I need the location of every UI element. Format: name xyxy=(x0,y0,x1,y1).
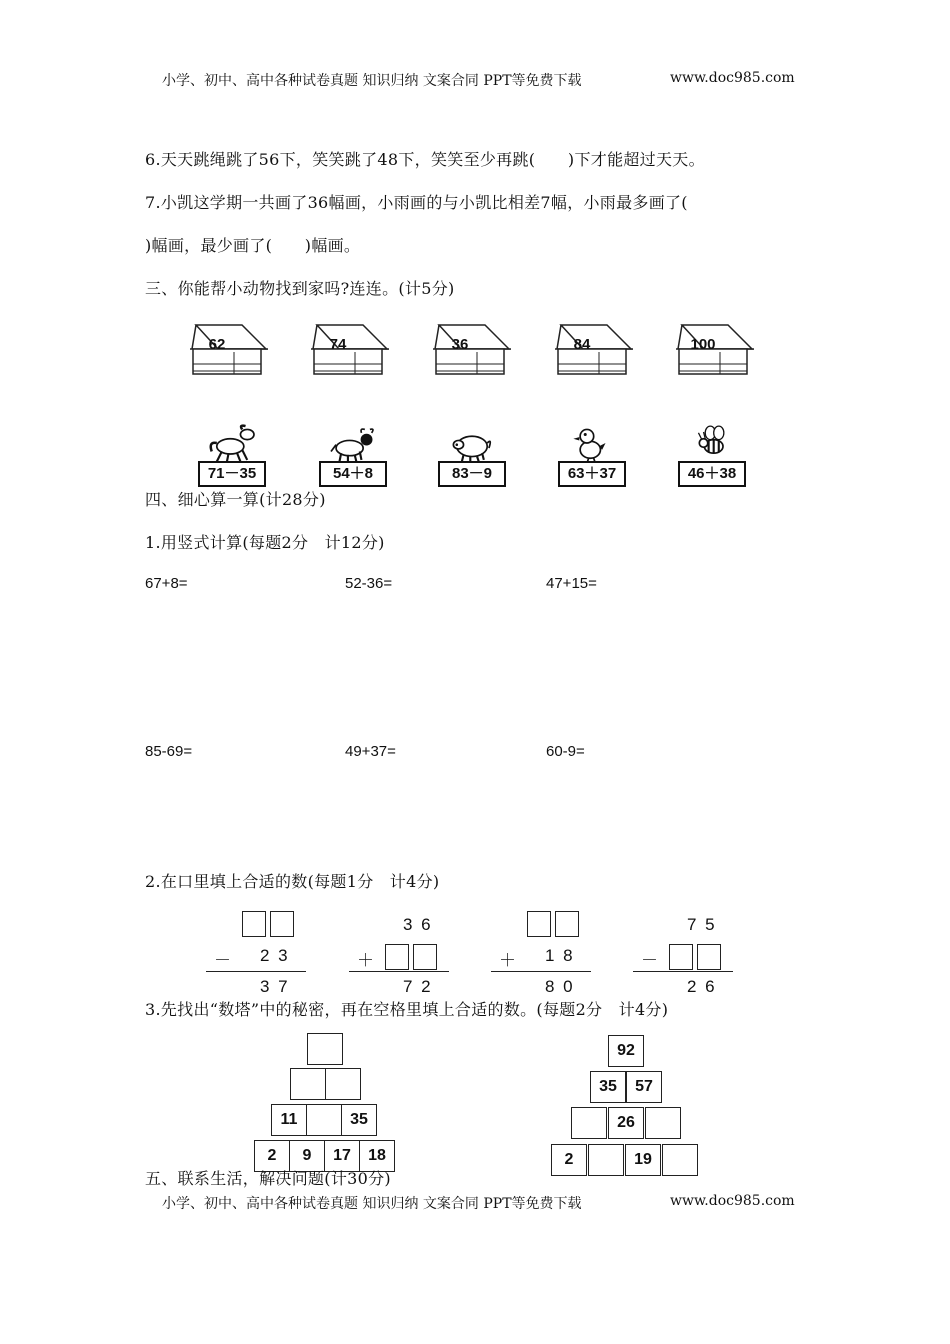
tower-cell[interactable] xyxy=(306,1104,342,1136)
page-header-url: www.doc985.com xyxy=(670,70,795,86)
animal-expression: 46＋38 xyxy=(678,461,746,487)
calc-problem: 49+37= xyxy=(345,743,396,760)
tower-cell[interactable] xyxy=(645,1107,681,1139)
house[interactable] xyxy=(190,322,270,386)
subsection-3-title: 3.先找出“数塔”中的秘密，再在空格里填上合适的数。(每题2分 计4分) xyxy=(145,997,668,1020)
tower-cell[interactable] xyxy=(307,1033,343,1065)
tower-cell[interactable]: 19 xyxy=(625,1144,661,1176)
question-7-line1: 7.小凯这学期一共画了36幅画，小雨画的与小凯比相差7幅，小雨最多画了( xyxy=(145,193,688,212)
section-4-title: 四、细心算一算(计28分) xyxy=(145,490,326,509)
calc-problem: 60-9= xyxy=(546,743,585,760)
page-header-text: 小学、初中、高中各种试卷真题 知识归纳 文案合同 PPT等免费下载 xyxy=(162,73,582,89)
house-number: 74 xyxy=(329,336,347,353)
result-number: 7 2 xyxy=(403,977,433,996)
tower-cell[interactable]: 35 xyxy=(590,1071,626,1103)
house[interactable] xyxy=(676,322,756,386)
tower-cell[interactable] xyxy=(571,1107,607,1139)
house-number: 100 xyxy=(690,336,716,353)
house-icon xyxy=(311,322,391,386)
result-number: 8 0 xyxy=(545,977,575,996)
question-7-line2: )幅画，最少画了( )幅画。 xyxy=(145,236,361,255)
result-number: 2 6 xyxy=(687,977,717,996)
sum-line xyxy=(633,971,733,972)
blank-box[interactable] xyxy=(697,944,721,970)
subsection-1-title: 1.用竖式计算(每题2分 计12分) xyxy=(145,533,385,552)
house-number: 36 xyxy=(451,336,469,353)
subsection-2-title: 2.在口里填上合适的数(每题1分 计4分) xyxy=(145,872,440,891)
blank-box[interactable] xyxy=(270,911,294,937)
sum-line xyxy=(491,971,591,972)
house-icon xyxy=(190,322,270,386)
sum-line xyxy=(206,971,306,972)
tower-cell[interactable] xyxy=(588,1144,624,1176)
house-icon xyxy=(433,322,513,386)
top-number: 7 5 xyxy=(687,915,717,934)
operator: － xyxy=(641,951,658,970)
animal-expression: 83－9 xyxy=(438,461,506,487)
blank-box[interactable] xyxy=(413,944,437,970)
page-footer-text: 小学、初中、高中各种试卷真题 知识归纳 文案合同 PPT等免费下载 xyxy=(162,1196,582,1212)
result-number: 3 7 xyxy=(260,977,290,996)
tower-cell[interactable] xyxy=(290,1068,326,1100)
animal-expression: 63＋37 xyxy=(558,461,626,487)
section-5-title: 五、联系生活，解决问题(计30分) xyxy=(145,1169,391,1188)
middle-number: 2 3 xyxy=(260,946,290,965)
calc-problem: 67+8= xyxy=(145,575,188,592)
house[interactable] xyxy=(311,322,391,386)
tower-cell[interactable]: 35 xyxy=(341,1104,377,1136)
house-icon xyxy=(555,322,635,386)
tower-cell[interactable]: 57 xyxy=(626,1071,662,1103)
question-6: 6.天天跳绳跳了56下，笑笑跳了48下，笑笑至少再跳( )下才能超过天天。 xyxy=(145,150,705,169)
sum-line xyxy=(349,971,449,972)
page-footer-url: www.doc985.com xyxy=(670,1193,795,1209)
blank-box[interactable] xyxy=(527,911,551,937)
calc-problem: 52-36= xyxy=(345,575,393,592)
calc-problem: 85-69= xyxy=(145,743,193,760)
tower-cell[interactable]: 2 xyxy=(254,1140,290,1172)
tower-cell[interactable] xyxy=(325,1068,361,1100)
top-number: 3 6 xyxy=(403,915,433,934)
middle-number: 1 8 xyxy=(545,946,575,965)
calc-problem: 47+15= xyxy=(546,575,597,592)
house-icon xyxy=(676,322,756,386)
tower-cell[interactable] xyxy=(662,1144,698,1176)
tower-cell[interactable]: 92 xyxy=(608,1035,644,1067)
operator: ＋ xyxy=(357,951,374,970)
blank-box[interactable] xyxy=(242,911,266,937)
blank-box[interactable] xyxy=(385,944,409,970)
house-number: 62 xyxy=(208,336,226,353)
operator: ＋ xyxy=(499,951,516,970)
tower-cell[interactable]: 18 xyxy=(359,1140,395,1172)
tower-cell[interactable]: 17 xyxy=(324,1140,360,1172)
blank-box[interactable] xyxy=(555,911,579,937)
house-number: 84 xyxy=(573,336,591,353)
tower-cell[interactable]: 11 xyxy=(271,1104,307,1136)
tower-cell[interactable]: 26 xyxy=(608,1107,644,1139)
animal-expression: 54＋8 xyxy=(319,461,387,487)
house[interactable] xyxy=(433,322,513,386)
section-3-title: 三、你能帮小动物找到家吗?连连。(计5分) xyxy=(145,279,455,298)
blank-box[interactable] xyxy=(669,944,693,970)
animal-expression: 71－35 xyxy=(198,461,266,487)
operator: － xyxy=(214,951,231,970)
tower-cell[interactable]: 2 xyxy=(551,1144,587,1176)
tower-cell[interactable]: 9 xyxy=(289,1140,325,1172)
house[interactable] xyxy=(555,322,635,386)
